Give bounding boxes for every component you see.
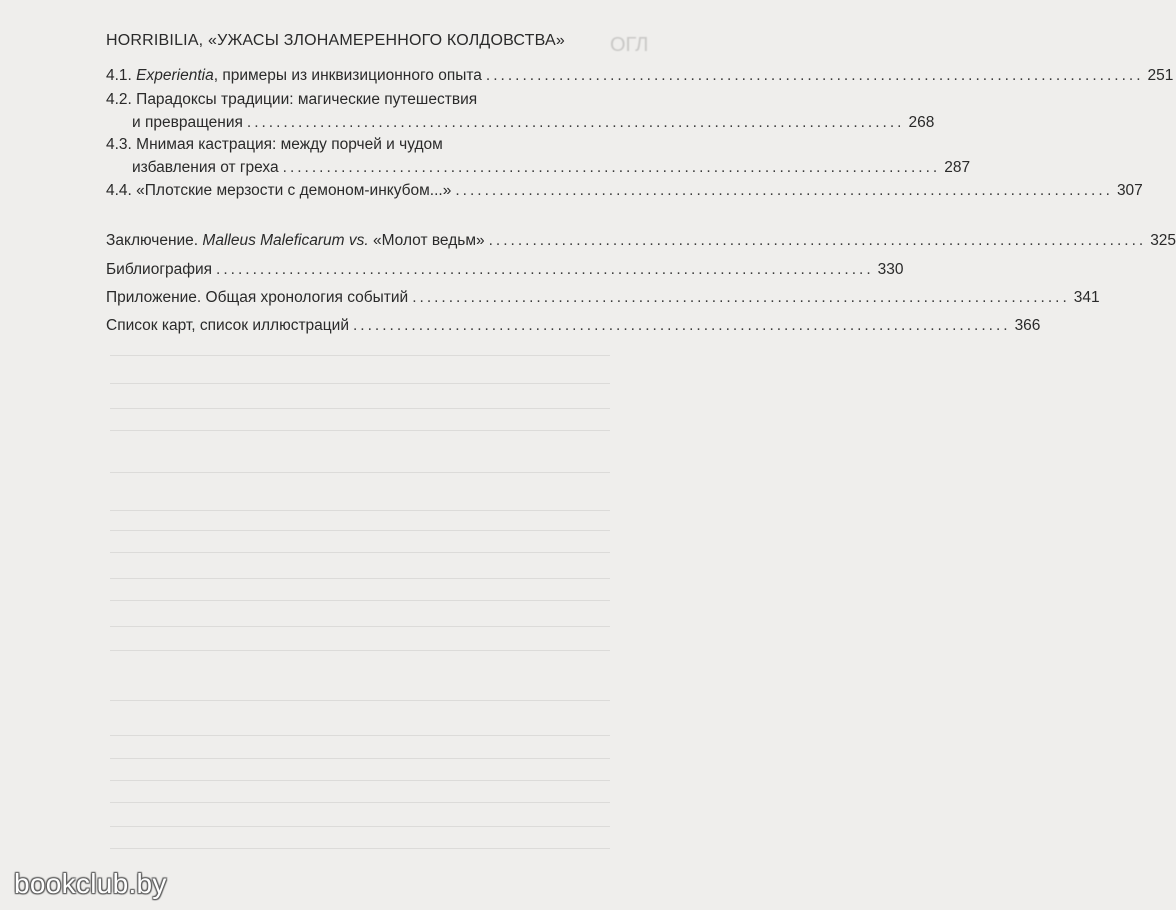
section-heading: HORRIBILIA, «УЖАСЫ ЗЛОНАМЕРЕННОГО КОЛДОВСТВА»	[106, 32, 565, 49]
entry-number: 4.1.	[106, 67, 132, 84]
toc-entry-conclusion[interactable]	[106, 229, 1176, 252]
entry-title-italic: Experientia	[136, 67, 214, 84]
toc-entry-appendix[interactable]	[106, 286, 1100, 309]
page-number: 251	[1147, 67, 1174, 84]
toc-entry-4-3[interactable]	[106, 133, 971, 179]
show-through-line	[110, 383, 610, 384]
entry-title-continued: избавления от греха	[132, 159, 279, 176]
entry-number: 4.4.	[106, 182, 132, 199]
page-number: 268	[908, 114, 935, 131]
show-through-text: ОГЛ	[610, 34, 649, 56]
toc-entry-4-1[interactable]	[106, 64, 1174, 87]
page-number: 366	[1014, 317, 1041, 334]
show-through-line	[110, 626, 610, 627]
show-through-line	[110, 578, 610, 579]
show-through-line	[110, 650, 610, 651]
show-through-line	[110, 355, 610, 356]
entry-number: 4.3.	[106, 136, 132, 153]
entry-title-italic: Malleus Maleficarum vs.	[202, 232, 369, 249]
toc-entry-4-2[interactable]	[106, 88, 935, 134]
dot-leader: ..........................................................................................	[282, 159, 941, 176]
entry-title: Библиография	[106, 261, 213, 278]
watermark: bookclub.by	[14, 868, 167, 899]
show-through-line	[110, 600, 610, 601]
page-number: 287	[944, 159, 971, 176]
entry-title: , примеры из инквизиционного опыта	[213, 67, 482, 84]
show-through-line	[110, 826, 610, 827]
entry-title: Приложение. Общая хронология событий	[106, 289, 409, 306]
entry-title: «Плотские мерзости с демоном-инкубом...»	[136, 182, 452, 199]
show-through-line	[110, 700, 610, 701]
page-number: 325	[1150, 232, 1176, 249]
show-through-line	[110, 552, 610, 553]
show-through-line	[110, 735, 610, 736]
dot-leader: ..........................................................................................	[246, 114, 905, 131]
dot-leader: ..........................................................................................	[455, 182, 1113, 199]
dot-leader: ..........................................................................................	[485, 67, 1144, 84]
page-number: 341	[1073, 289, 1100, 306]
show-through-line	[110, 472, 610, 473]
entry-number: 4.2.	[106, 91, 132, 108]
entry-title-continued: и превращения	[132, 114, 243, 131]
entry-title: Парадоксы традиции: магические путешествия	[136, 91, 478, 108]
show-through-line	[110, 758, 610, 759]
entry-title: Заключение.	[106, 232, 203, 249]
show-through-line	[110, 510, 610, 511]
toc-entry-maps-illustrations[interactable]	[106, 314, 1041, 337]
show-through-line	[110, 530, 610, 531]
dot-leader: ..........................................................................................	[216, 261, 874, 278]
show-through-line	[110, 430, 610, 431]
toc-entry-4-4[interactable]	[106, 179, 1143, 202]
dot-leader: ..........................................................................................	[488, 232, 1147, 249]
show-through-line	[110, 780, 610, 781]
show-through-line	[110, 408, 610, 409]
show-through-line	[110, 848, 610, 849]
show-through-line	[110, 802, 610, 803]
dot-leader: ..........................................................................................	[352, 317, 1011, 334]
page-number: 330	[877, 261, 904, 278]
entry-title: Мнимая кастрация: между порчей и чудом	[136, 136, 443, 153]
entry-title-tail: «Молот ведьм»	[368, 232, 485, 249]
dot-leader: ..........................................................................................	[412, 289, 1070, 306]
toc-entry-bibliography[interactable]	[106, 258, 904, 281]
entry-title: Список карт, список иллюстраций	[106, 317, 349, 334]
page-number: 307	[1116, 182, 1143, 199]
